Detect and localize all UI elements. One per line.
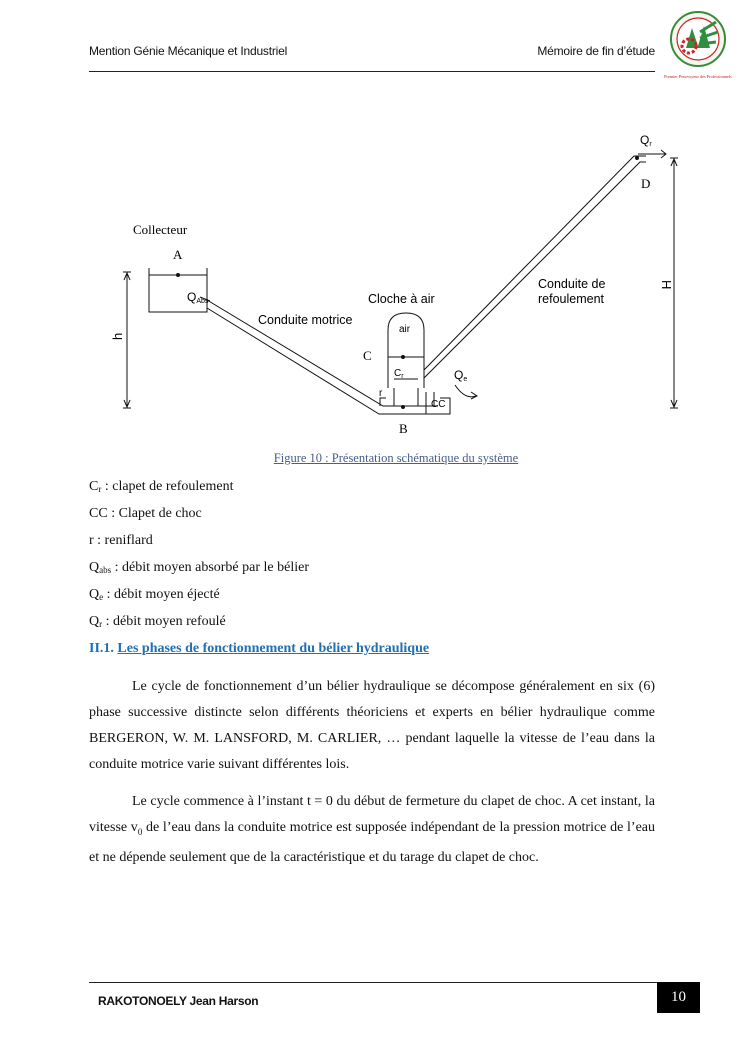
label-conduite-motrice: Conduite motrice (258, 313, 353, 327)
legend-item: $Q_r$ : débit moyen refoulé (89, 614, 226, 629)
label-C: C (363, 348, 372, 363)
label-H: H (659, 280, 674, 290)
section-heading: II.1. Les phases de fonctionnement du bélier hydraulique (89, 641, 430, 656)
legend-item: CC : Clapet de choc (89, 506, 202, 521)
figure-caption: Figure 10 : Présentation schématique du système (273, 451, 519, 465)
section-heading-link[interactable]: Les phases de fonctionnement du bélier hydraulique (117, 641, 430, 656)
label-B: B (399, 421, 408, 436)
label-D: D (641, 176, 651, 191)
school-logo-icon (656, 8, 740, 82)
logo-tagline: Premier Pourvoyeur des Professionnels (664, 74, 732, 79)
label-qabs: QAbs (187, 290, 209, 305)
label-cloche-a-air: Cloche à air (368, 292, 435, 306)
paragraph-2: Le cycle commence à l’instant t = 0 du début de fermeture du clapet de choc. A cet instant, la vitesse $v_0$ de l’eau dans la conduite motrice est supposée indépendant de la pression motrice de l’eau et ne dépende seulement que de la caractéristique et du tarage du clapet de choc. (89, 794, 655, 865)
header-left: Mention Génie Mécanique et Industriel (89, 44, 288, 58)
footer-divider (89, 982, 657, 983)
label-cc: CC (431, 399, 446, 410)
label-cr: $C_r$ (394, 368, 404, 380)
header-divider (89, 71, 655, 72)
legend-item: r : reniflard (89, 533, 153, 548)
paragraph-1: Le cycle de fonctionnement d’un bélier hydraulique se décompose généralement en six (6) phase successive distincte selon différents théoriciens et experts en bélier hydraulique comme BERGERON, W. M. LANSFORD, M. CARLIER, … pendant laquelle la vitesse de l’eau dans la conduite motrice varie suivant différentes lois. (89, 679, 655, 772)
label-A: A (173, 247, 183, 262)
label-refoulement-1: Conduite de (538, 277, 606, 291)
label-air: air (399, 324, 411, 335)
label-qr: Qr (640, 133, 652, 148)
header-right: Mémoire de fin d’étude (537, 44, 655, 58)
legend-item: $Q_{abs}$ : débit moyen absorbé par le bélier (89, 560, 309, 575)
label-qe: Qe (454, 368, 468, 383)
legend-item: $C_r$ : clapet de refoulement (89, 479, 234, 494)
footer-author: RAKOTONOELY Jean Harson (98, 994, 259, 1008)
label-r: r (379, 388, 383, 399)
label-h: h (110, 332, 125, 340)
page-number: 10 (657, 982, 700, 1013)
label-refoulement-2: refoulement (538, 292, 605, 306)
hydraulic-ram-diagram (100, 120, 700, 450)
label-collecteur: Collecteur (133, 222, 188, 237)
legend-item: $Q_e$ : débit moyen éjecté (89, 587, 220, 602)
